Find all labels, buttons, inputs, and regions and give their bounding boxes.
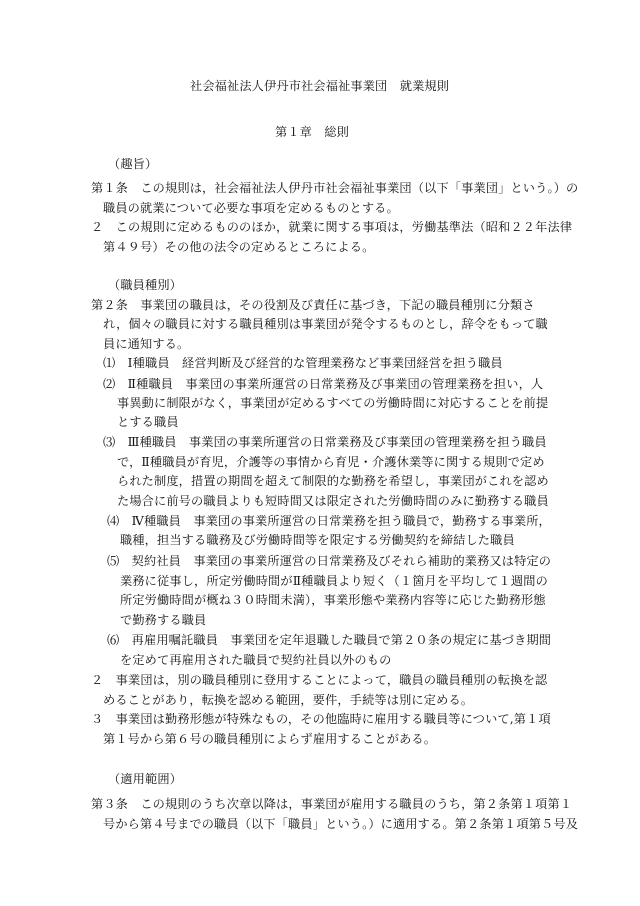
list-item-continuation: とする職員	[117, 415, 179, 429]
list-item: ⑹ 再雇用嘱託職員 事業団を定年退職した職員で第２０条の規定に基づき期間	[107, 633, 552, 647]
list-item: ⑷ Ⅳ種職員 事業団の事業所運営の日常業務を担う職員で，勤務する事業所，	[107, 514, 551, 528]
body-line: ２ この規則に定めるもののほか，就業に関する事項は，労働基準法（昭和２２年法律	[91, 220, 573, 234]
list-item-continuation: で勤務する職員	[120, 613, 207, 627]
list-item-continuation: られた制度，措置の期間を超えて制限的な勤務を希望し，事業団がこれを認め	[117, 474, 549, 488]
body-line: れ，個々の職員に対する職員種別は事業団が発令するものとし，辞令をもって職	[103, 317, 548, 331]
body-line: 職員の就業について必要な事項を定めるものとする。	[103, 201, 399, 215]
list-item-continuation: た場合に前号の職員よりも短時間又は限定された労働時間のみに勤務する職員	[117, 494, 549, 508]
list-item-continuation: 所定労働時間が概ね３０時間未満），事業形態や業務内容等に応じた勤務形態	[120, 593, 546, 607]
list-item-continuation: 業務に従事し，所定労働時間がⅡ種職員より短く（１箇月を平均して１週間の	[120, 574, 548, 588]
list-item: ⑵ Ⅱ種職員 事業団の事業所運営の日常業務及び事業団の管理業務を担い，人	[103, 377, 544, 391]
section-heading: （趣旨）	[108, 157, 158, 171]
list-item-continuation: で，Ⅱ種職員が育児，介護等の事情から育児・介護休業等に関する規則で定め	[117, 455, 545, 469]
body-line: 号から第４号までの職員（以下「職員」という。）に適用する。第２条第１項第５号及	[103, 817, 579, 831]
body-line: 員に通知する。	[103, 337, 190, 351]
list-item: ⑴ Ⅰ種職員 経営判断及び経営的な管理業務など事業団経営を担う職員	[103, 356, 503, 370]
body-line: ３ 事業団は勤務形態が特殊なもの，その他臨時に雇用する職員等について,第１項	[91, 712, 551, 726]
section-heading: （職員種別）	[108, 278, 183, 292]
document-title: 社会福祉法人伊丹市社会福祉事業団 就業規則	[190, 79, 450, 93]
body-line: 第１号から第６号の職員種別によらず雇用することがある。	[103, 732, 437, 746]
body-line: 第１条 この規則は，社会福祉法人伊丹市社会福祉事業団（以下「事業団」という。）の	[91, 181, 579, 195]
body-line: 第４９号）その他の法令の定めるところによる。	[103, 240, 375, 254]
body-line: めることがあり，転換を認める範囲，要件，手続等は別に定める。	[103, 693, 474, 707]
list-item-continuation: 事異動に制限がなく，事業団が定めるすべての労働時間に対応することを前提	[117, 396, 549, 410]
list-item: ⑶ Ⅲ種職員 事業団の事業所運営の日常業務及び事業団の管理業務を担う職員	[103, 435, 547, 449]
section-heading: （適用範囲）	[108, 772, 183, 786]
list-item: ⑸ 契約社員 事業団の事業所運営の日常業務及びそれら補助的業務又は特定の	[107, 554, 552, 568]
list-item-continuation: 職種，担当する職務及び労働時間等を限定する労働契約を締結した職員	[120, 533, 515, 547]
list-item-continuation: を定めて再雇用された職員で契約社員以外のもの	[120, 653, 392, 667]
chapter-heading: 第１章 総則	[275, 125, 350, 139]
body-line: ２ 事業団は，別の職員種別に登用することによって，職員の職員種別の転換を認	[91, 673, 548, 687]
body-line: 第３条 この規則のうち次章以降は，事業団が雇用する職員のうち，第２条第１項第１	[91, 797, 573, 811]
body-line: 第２条 事業団の職員は，その役割及び責任に基づき，下記の職員種別に分類さ	[91, 298, 535, 312]
